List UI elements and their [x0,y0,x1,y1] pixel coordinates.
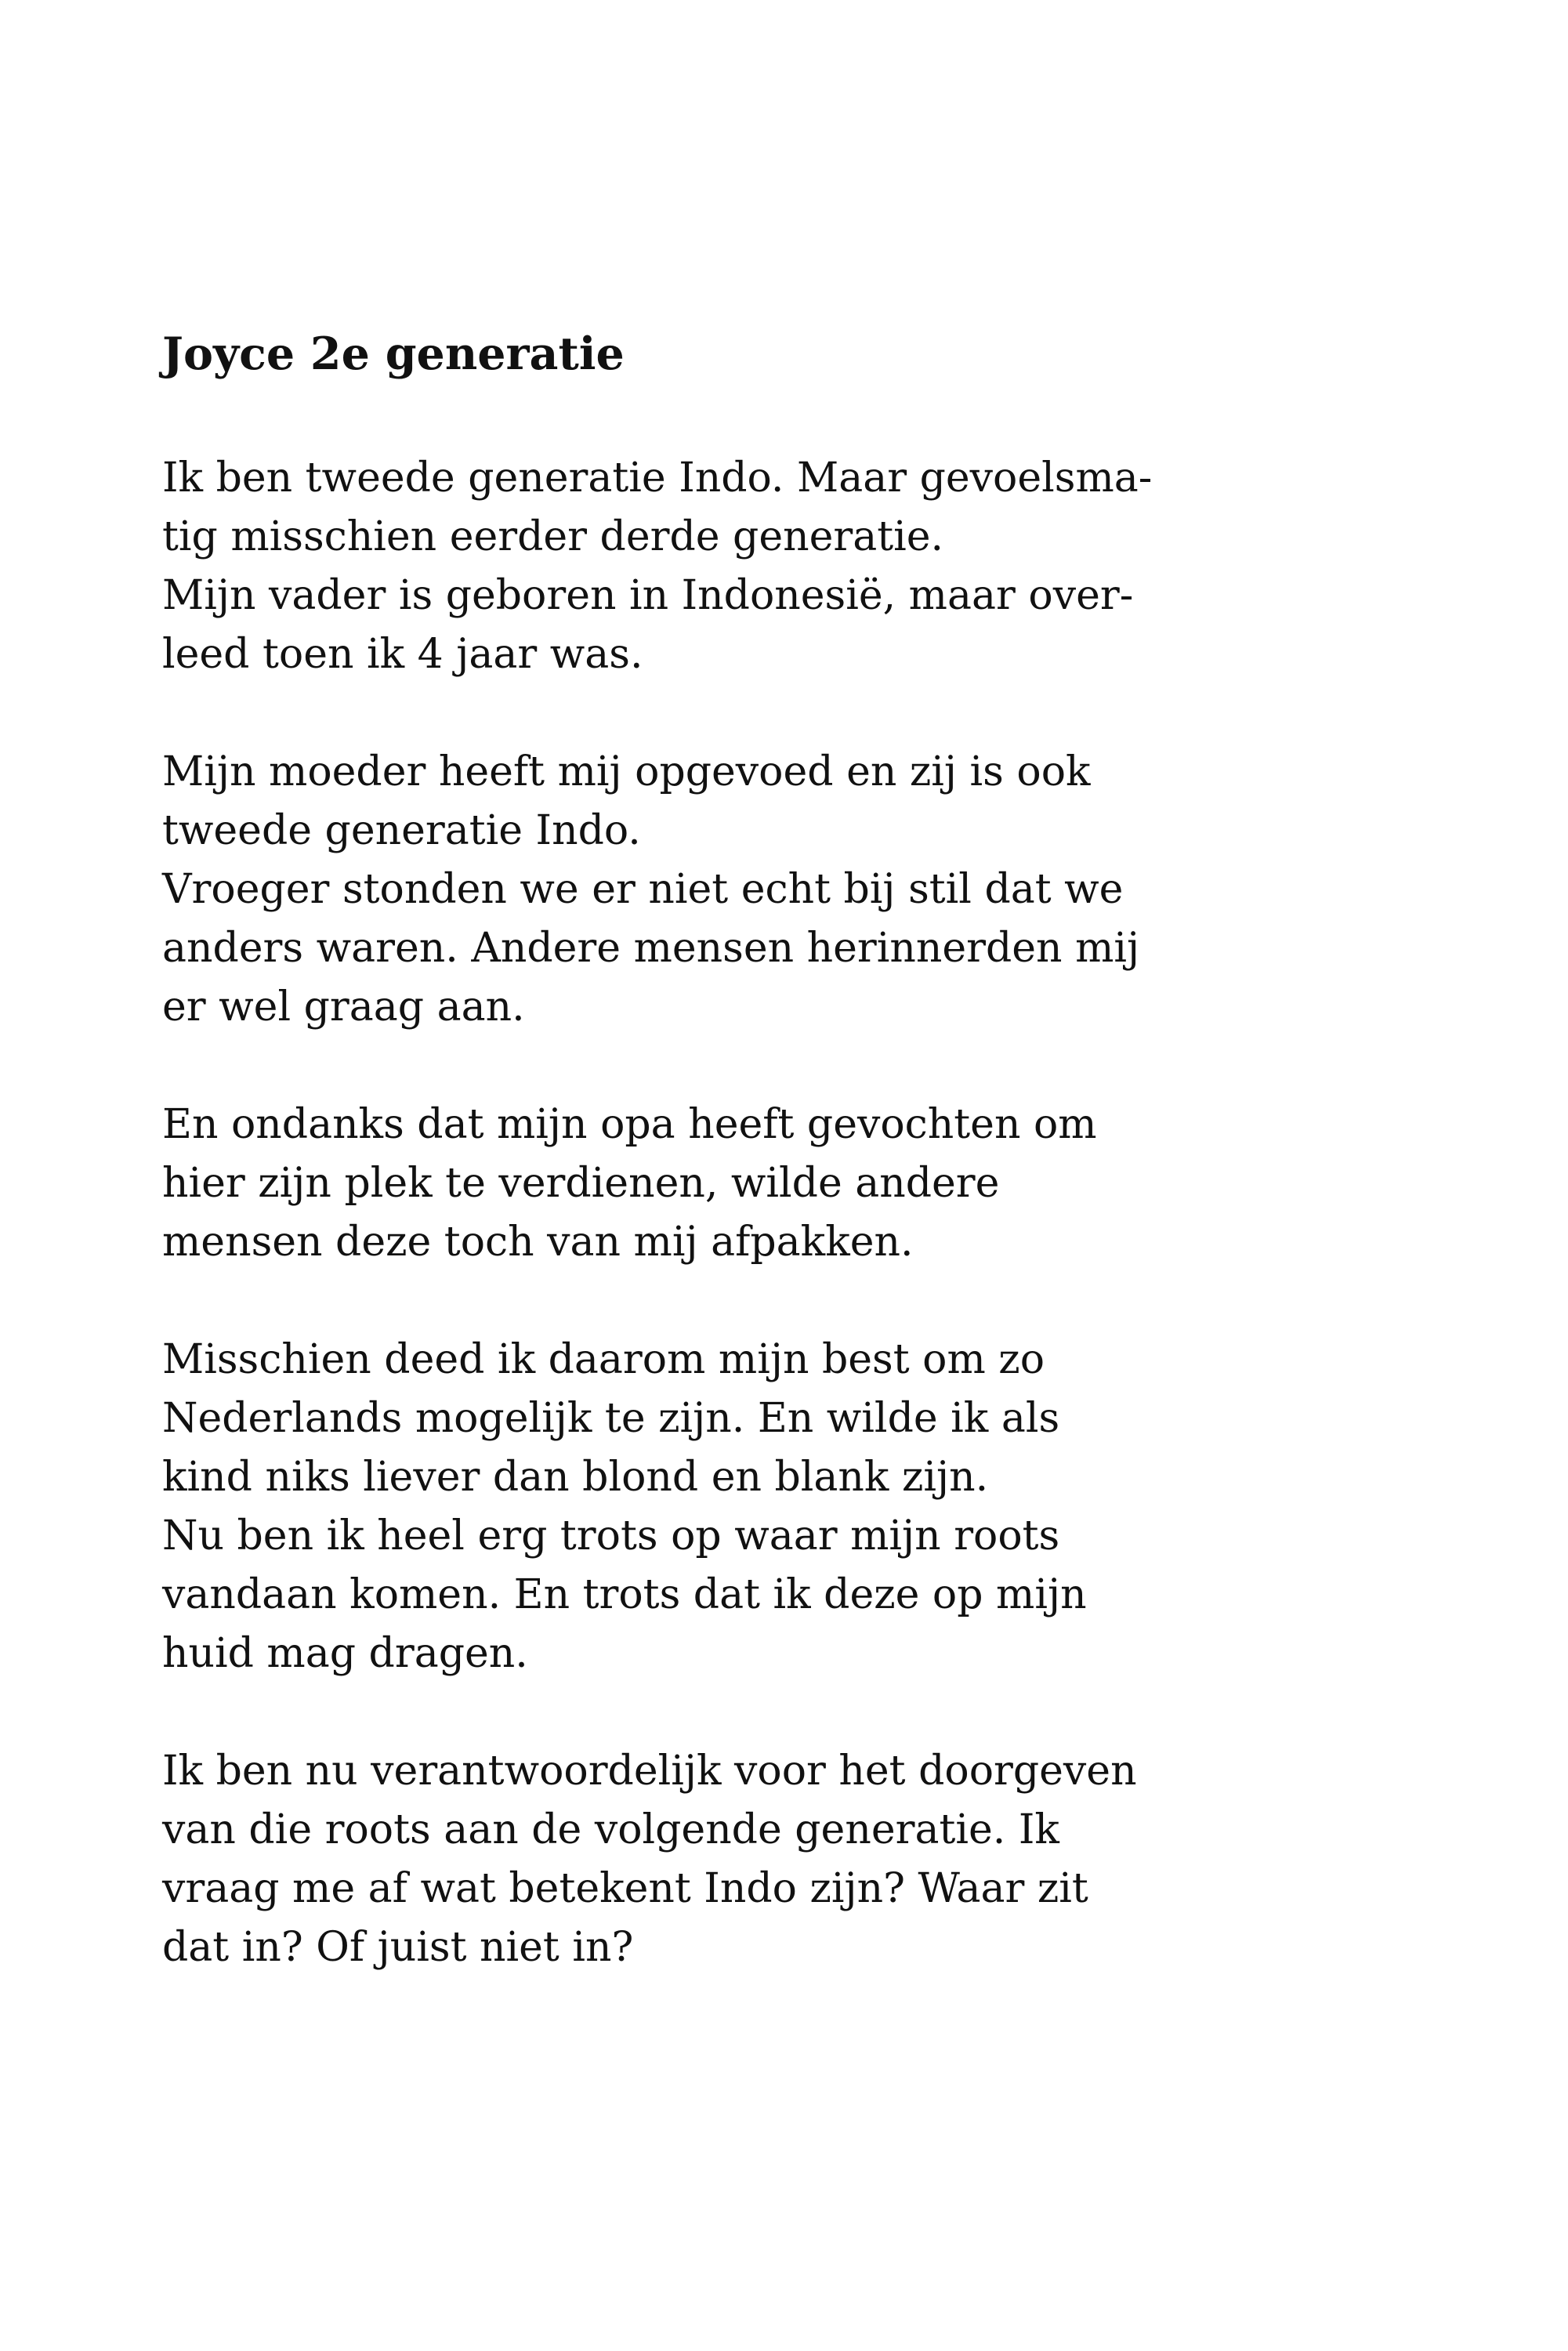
text-line: Vroeger stonden we er niet echt bij stil dat we [162,866,1124,913]
text-line: Ik ben nu verantwoordelijk voor het doorgeven [162,1748,1137,1795]
text-line: Mijn moeder heeft mij opgevoed en zij is ook [162,748,1091,795]
page-title: Joyce 2e generatie [162,328,625,380]
text-line: er wel graag aan. [162,984,525,1031]
text-line: kind niks liever dan blond en blank zijn. [162,1454,989,1501]
text-line: Ik ben tweede generatie Indo. Maar gevoelsma- [162,455,1153,502]
text-line: Nu ben ik heel erg trots op waar mijn roots [162,1512,1060,1559]
text-line: tweede generatie Indo. [162,807,641,854]
text-line: van die roots aan de volgende generatie. Ik [162,1806,1059,1853]
text-line: leed toen ik 4 jaar was. [162,631,643,678]
paragraph-2 [162,743,1338,1037]
text-line: hier zijn plek te verdienen, wilde andere [162,1160,1000,1207]
text-line: huid mag dragen. [162,1630,528,1677]
text-line: En ondanks dat mijn opa heeft gevochten om [162,1101,1097,1148]
paragraph-4 [162,1331,1338,1683]
text-line: vandaan komen. En trots dat ik deze op mijn [162,1571,1087,1618]
text-line: Nederlands mogelijk te zijn. En wilde ik als [162,1395,1060,1442]
text-line: anders waren. Andere mensen herinnerden mij [162,925,1140,972]
text-line: mensen deze toch van mij afpakken. [162,1219,914,1266]
paragraph-1 [162,449,1338,684]
text-line: dat in? Of juist niet in? [162,1924,634,1971]
paragraph-3 [162,1096,1338,1272]
paragraph-5 [162,1742,1338,1977]
body-text [162,449,1338,2036]
text-line: Misschien deed ik daarom mijn best om zo [162,1336,1045,1383]
text-line: Mijn vader is geboren in Indonesië, maar over- [162,572,1134,619]
text-line: tig misschien eerder derde generatie. [162,513,944,560]
text-line: vraag me af wat betekent Indo zijn? Waar zit [162,1865,1088,1912]
